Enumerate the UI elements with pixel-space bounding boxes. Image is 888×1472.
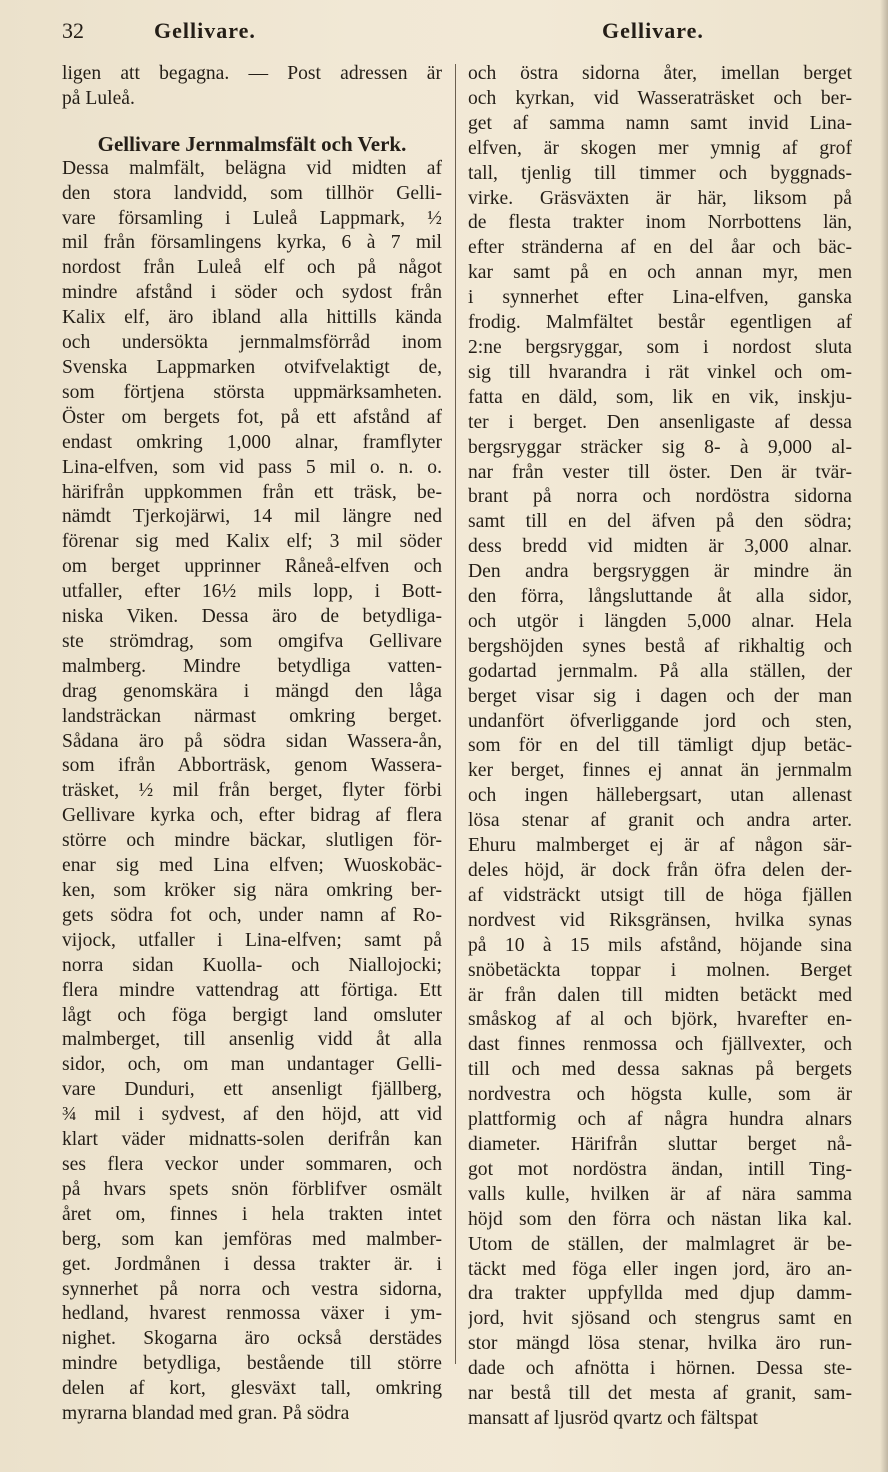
text-line: ker berget, finnes ej annat än jernmalm <box>468 760 852 782</box>
text-line: mansatt af ljusröd qvartz och fältspat <box>468 1407 759 1429</box>
text-line: vijock, utfaller i Lina-elfven; samt på <box>62 929 442 951</box>
text-line: Ehuru malmberget ej är af någon sär- <box>468 835 852 857</box>
text-line: den stora landvidd, som tillhör Gelli- <box>62 182 442 204</box>
text-line: Svenska Lappmarken otvifvelaktigt de, <box>62 356 442 378</box>
text-line: dast finnes renmossa och fjällvexter, och <box>468 1034 852 1056</box>
text-line: plattformig och af några hundra alnars <box>468 1109 852 1131</box>
running-head-right: Gellivare. <box>602 18 704 43</box>
text-line: efter stränderna af en del åar och bäc- <box>468 237 852 259</box>
text-line: ter i berget. Den ansenligaste af dessa <box>468 411 852 433</box>
text-line: mil från församlingens kyrka, 6 à 7 mil <box>62 232 442 254</box>
text-line: träsket, ½ mil från berget, flyter förbi <box>62 780 442 802</box>
text-line: dra trakter uppfyllda med djup damm- <box>468 1283 852 1305</box>
text-line: på hvars spets snön förblifver osmält <box>62 1178 442 1200</box>
text-line: ligen att begagna. — Post adressen är <box>62 63 442 84</box>
text-line: småskog af al och björk, hvarefter en- <box>468 1009 852 1031</box>
right-column <box>468 62 852 1432</box>
text-line: myrarna blandad med gran. På södra <box>62 1403 350 1425</box>
page-header <box>62 18 862 48</box>
text-line: klart väder midnatts-solen derifrån kan <box>62 1129 442 1151</box>
text-line: lågt och föga bergigt land omsluter <box>62 1004 442 1026</box>
text-line: drag genomskära i mängd den låga <box>62 680 442 702</box>
page-number: 32 <box>62 18 84 43</box>
text-line: elfven, är skogen mer ymnig af grof <box>468 137 852 159</box>
text-line: Gellivare kyrka och, efter bidrag af flera <box>62 805 442 827</box>
text-line: stor mängd lösa stenar, hvilka äro run- <box>468 1333 852 1355</box>
text-line: och undersökta jernmalmsförråd inom <box>62 332 442 354</box>
text-line: tall, tjenlig till timmer och byggnads- <box>468 162 852 184</box>
text-line: godartad jernmalm. På alla ställen, der <box>468 660 852 682</box>
text-line: kar samt på en och annan myr, men <box>468 262 852 284</box>
text-line: nar från vester till öster. Den är tvär- <box>468 461 852 483</box>
text-line: get af samma namn samt invid Lina- <box>468 112 852 134</box>
text-line: malmberget, till ansenlig vidd åt alla <box>62 1029 442 1051</box>
text-line: dess bredd vid midten är 3,000 alnar. <box>468 536 852 558</box>
text-line: berg, som kan jemföras med malmber- <box>62 1228 442 1250</box>
text-line: virke. Gräsväxten är här, liksom på <box>468 187 852 209</box>
text-line: mindre betydliga, bestående till större <box>62 1353 442 1375</box>
text-line: norra sidan Kuolla- och Niallojocki; <box>62 954 442 976</box>
text-line: deles höjd, är dock från öfra delen der- <box>468 860 852 881</box>
text-line: dade och afnötta i hörnen. Dessa ste- <box>468 1358 852 1380</box>
text-line: sidor, och, om man undantager Gelli- <box>62 1054 442 1076</box>
running-head-left: Gellivare. <box>154 18 256 43</box>
text-line: på Luleå. <box>62 87 135 109</box>
text-line: fatta en däld, som, lik en vik, inskju- <box>468 386 852 408</box>
text-line: täckt med föga eller ingen jord, äro an- <box>468 1258 852 1280</box>
text-line: samt till en del äfven på den södra; <box>468 511 852 533</box>
text-line: som förtjena största uppmärksamheten. <box>62 381 442 403</box>
text-line: jord, hvit sjösand och stengrus samt en <box>468 1308 852 1330</box>
text-line: nighet. Skogarna äro också derstädes <box>62 1328 442 1350</box>
text-line: om berget upprinner Råneå-elfven och <box>62 556 442 578</box>
text-line: endast omkring 1,000 alnar, framflyter <box>62 431 442 453</box>
text-line: niska Viken. Dessa äro de betydliga- <box>62 606 442 628</box>
text-line: gets södra fot och, under namn af Ro- <box>62 904 442 926</box>
right-body-text <box>468 62 852 1432</box>
text-line: Lina-elfven, som vid pass 5 mil o. n. o. <box>62 456 442 478</box>
text-line: på 10 à 15 mils afstånd, höjande sina <box>468 934 852 956</box>
text-line: nar bestå till det mesta af granit, sam- <box>468 1383 852 1405</box>
text-line: året om, finnes i hela trakten intet <box>62 1203 442 1225</box>
text-line: Den andra bergsryggen är mindre än <box>468 561 852 583</box>
text-line: och utgör i längden 5,000 alnar. Hela <box>468 610 852 632</box>
left-column <box>62 62 442 1427</box>
text-line: nämdt Tjerkojärwi, 14 mil längre ned <box>62 506 442 528</box>
text-line: enar sig med Lina elfven; Wuoskobäc- <box>62 855 442 877</box>
column-divider <box>455 64 456 1364</box>
text-line: och ingen hällebergsart, utan allenast <box>468 785 852 807</box>
text-line: de flesta trakter inom Norrbottens län, <box>468 212 852 234</box>
text-line: större och mindre bäckar, slutligen för- <box>62 830 442 852</box>
text-line: malmberg. Mindre betydliga vatten- <box>62 655 442 677</box>
text-line: ste strömdrag, som omgifva Gellivare <box>62 630 442 652</box>
text-line: sig till hvarandra i rät vinkel och om- <box>468 361 852 383</box>
text-line: ses flera veckor under sommaren, och <box>62 1153 442 1175</box>
text-line: diameter. Härifrån sluttar berget nå- <box>468 1133 852 1155</box>
text-line: undanfört öfverliggande jord och sten, <box>468 710 852 732</box>
text-line: vare församling i Luleå Lappmark, ½ <box>62 207 442 229</box>
text-line: get. Jordmånen i dessa trakter är. i <box>62 1253 442 1275</box>
text-line: Dessa malmfält, belägna vid midten af <box>62 157 442 179</box>
text-line: i synnerhet efter Lina-elfven, ganska <box>468 287 852 309</box>
text-line: brant på norra och nordöstra sidorna <box>468 486 852 508</box>
text-line: synnerhet på norra och vestra sidorna, <box>62 1278 442 1300</box>
text-line: hedland, hvarest renmossa växer i ym- <box>62 1303 442 1325</box>
text-line: 2:ne bergsryggar, som i nordost sluta <box>468 336 852 358</box>
text-line: förenar sig med Kalix elf; 3 mil söder <box>62 531 442 553</box>
text-line: nordvest vid Riksgränsen, hvilka synas <box>468 909 852 931</box>
text-line: Sådana äro på södra sidan Wassera-ån, <box>62 730 442 752</box>
text-line: Kalix elf, äro ibland alla hittills kända <box>62 307 442 329</box>
text-line: höjd som den förra och nästan lika kal. <box>468 1208 852 1230</box>
text-line: och östra sidorna åter, imellan berget <box>468 63 852 84</box>
text-line: valls kulle, hvilken är af nära samma <box>468 1183 852 1205</box>
text-line: flera mindre vattendrag att förtiga. Ett <box>62 979 442 1001</box>
text-line: af vidsträckt utsigt till de höga fjällen <box>468 884 852 906</box>
page-edge-shadow <box>880 0 888 1472</box>
text-line: den förra, långsluttande åt alla sidor, <box>468 586 852 608</box>
text-line: ken, som kröker sig nära omkring ber- <box>62 880 442 901</box>
spacer <box>62 112 442 132</box>
intro-text <box>62 62 442 112</box>
text-line: härifrån uppkommen från ett träsk, be- <box>62 481 442 503</box>
text-line: är från dalen till midten betäckt med <box>468 984 852 1006</box>
text-line: mindre afstånd i söder och sydost från <box>62 282 442 304</box>
text-line: nordvestra och högsta kulle, som är <box>468 1084 852 1106</box>
text-line: till och med dessa saknas på bergets <box>468 1059 852 1081</box>
text-line: som för en del till tämligt djup betäc- <box>468 735 852 757</box>
text-line: bergsryggar sträcker sig 8- à 9,000 al- <box>468 436 852 458</box>
section-heading: Gellivare Jernmalmsfält och Verk. <box>97 131 407 156</box>
text-line: bergshöjden synes bestå af rikhaltig och <box>468 635 852 657</box>
text-line: landsträckan närmast omkring berget. <box>62 705 442 727</box>
text-line: vare Dunduri, ett ansenligt fjällberg, <box>62 1079 442 1101</box>
text-line: nordost från Luleå elf och på något <box>62 257 442 279</box>
text-line: snöbetäckta toppar i molnen. Berget <box>468 959 852 981</box>
text-line: berget visar sig i dagen och der man <box>468 685 852 707</box>
text-line: och kyrkan, vid Wasseraträsket och ber- <box>468 87 852 109</box>
text-line: frodig. Malmfältet består egentligen af <box>468 312 852 334</box>
text-line: lösa stenar af granit och andra arter. <box>468 810 852 832</box>
text-line: Öster om bergets fot, på ett afstånd af <box>62 406 442 428</box>
text-line: utfaller, efter 16½ mils lopp, i Bott- <box>62 581 442 603</box>
text-line: delen af kort, glesväxt tall, omkring <box>62 1378 442 1400</box>
text-line: ¾ mil i sydvest, af den höjd, att vid <box>62 1104 442 1126</box>
text-line: Utom de ställen, der malmlagret är be- <box>468 1233 852 1255</box>
left-body-text <box>62 157 442 1427</box>
text-line: got mot nordöstra ändan, intill Ting- <box>468 1158 852 1180</box>
text-line: som ifrån Abborträsk, genom Wassera- <box>62 755 442 777</box>
